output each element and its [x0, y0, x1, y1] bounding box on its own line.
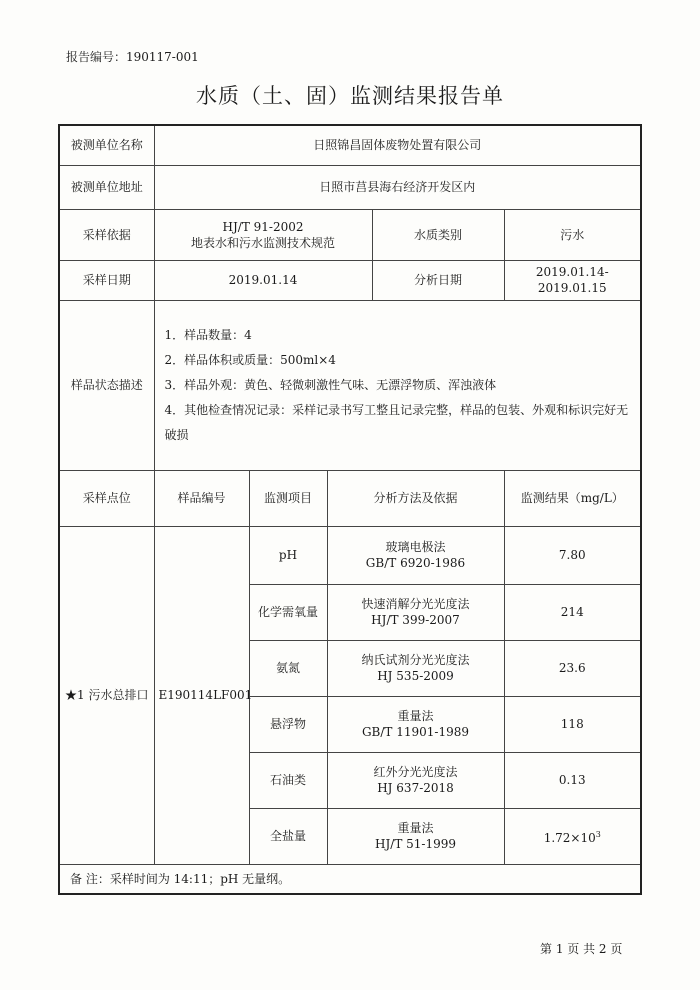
- note-row: [59, 864, 641, 894]
- method-standard: GB/T 6920-1986: [365, 556, 466, 570]
- desc-line: 3．样品外观：黄色、轻微刺激性气味、无漂浮物质、浑浊液体: [164, 377, 497, 392]
- col-header-result: 监测结果（mg/L）: [504, 470, 641, 526]
- basis-standard: HJ/T 91-2002: [222, 219, 304, 234]
- method-standard: HJ/T 399-2007: [371, 613, 460, 627]
- sampling-basis-label: 采样依据: [59, 209, 154, 260]
- sample-description-row: [59, 300, 641, 470]
- unit-name-label: 被测单位名称: [59, 125, 154, 165]
- sample-description-label: 样品状态描述: [59, 300, 154, 470]
- result-method: [327, 696, 504, 752]
- method-name: 快速消解分光光度法: [361, 597, 470, 611]
- method-standard: HJ 637-2018: [377, 781, 454, 795]
- sample-date-value: 2019.01.14: [154, 260, 372, 300]
- result-value: 118: [504, 696, 641, 752]
- method-name: 玻璃电极法: [385, 540, 446, 554]
- result-row: [59, 526, 641, 584]
- col-header-item: 监测项目: [249, 470, 327, 526]
- method-name: 纳氏试剂分光光度法: [361, 653, 470, 667]
- result-value: 7.80: [504, 526, 641, 584]
- document-title: 水质（土、固）监测结果报告单: [196, 84, 504, 108]
- results-header-row: [59, 470, 641, 526]
- result-method: [327, 640, 504, 696]
- result-value: 214: [504, 584, 641, 640]
- method-standard: HJ 535-2009: [377, 669, 454, 683]
- result-item: 悬浮物: [249, 696, 327, 752]
- note: 备 注：采样时间为 14:11；pH 无量纲。: [59, 864, 641, 894]
- col-header-method: 分析方法及依据: [327, 470, 504, 526]
- report-number: 报告编号：190117-001: [66, 50, 199, 64]
- basis-standard-name: 地表水和污水监测技术规范: [190, 235, 335, 250]
- result-item: 石油类: [249, 752, 327, 808]
- sampling-basis-value: [154, 209, 372, 260]
- col-header-sample-id: 样品编号: [154, 470, 249, 526]
- method-name: 红外分光光度法: [373, 765, 458, 779]
- water-type-label: 水质类别: [372, 209, 504, 260]
- method-standard: GB/T 11901-1989: [361, 725, 470, 739]
- result-item: 全盐量: [249, 808, 327, 864]
- unit-name-value: 日照锦昌固体废物处置有限公司: [154, 125, 641, 165]
- sample-date-label: 采样日期: [59, 260, 154, 300]
- result-item: pH: [249, 526, 327, 584]
- desc-line: 2．样品体积或质量：500ml×4: [164, 352, 336, 367]
- unit-address-value: 日照市莒县海右经济开发区内: [154, 165, 641, 209]
- result-value: 0.13: [504, 752, 641, 808]
- sampling-point: ★1 污水总排口: [59, 526, 154, 864]
- col-header-point: 采样点位: [59, 470, 154, 526]
- unit-name-row: [59, 125, 641, 165]
- dates-row: [59, 260, 641, 300]
- desc-line: 1．样品数量：4: [164, 327, 252, 342]
- desc-line: 破损: [164, 427, 189, 442]
- result-base: 1.72×10: [543, 830, 596, 845]
- result-method: [327, 752, 504, 808]
- result-item: 化学需氧量: [249, 584, 327, 640]
- result-method: [327, 526, 504, 584]
- water-type-value: 污水: [504, 209, 641, 260]
- method-standard: HJ/T 51-1999: [375, 837, 456, 851]
- result-value: 23.6: [504, 640, 641, 696]
- result-method: [327, 584, 504, 640]
- result-exponent: 3: [595, 829, 601, 839]
- result-item: 氨氮: [249, 640, 327, 696]
- unit-address-row: [59, 165, 641, 209]
- method-name: 重量法: [397, 709, 434, 723]
- analysis-date-label: 分析日期: [372, 260, 504, 300]
- sample-description-content: [154, 300, 641, 470]
- desc-line: 4．其他检查情况记录：采样记录书写工整且记录完整，样品的包装、外观和标识完好无: [164, 402, 629, 417]
- analysis-date-value: 2019.01.14-2019.01.15: [504, 260, 641, 300]
- unit-address-label: 被测单位地址: [59, 165, 154, 209]
- page-number: 第 1 页 共 2 页: [540, 942, 623, 956]
- result-value: [504, 808, 641, 864]
- result-method: [327, 808, 504, 864]
- sampling-basis-row: [59, 209, 641, 260]
- method-name: 重量法: [397, 821, 434, 835]
- report-table: [58, 124, 642, 895]
- sample-id: E190114LF001: [154, 526, 249, 864]
